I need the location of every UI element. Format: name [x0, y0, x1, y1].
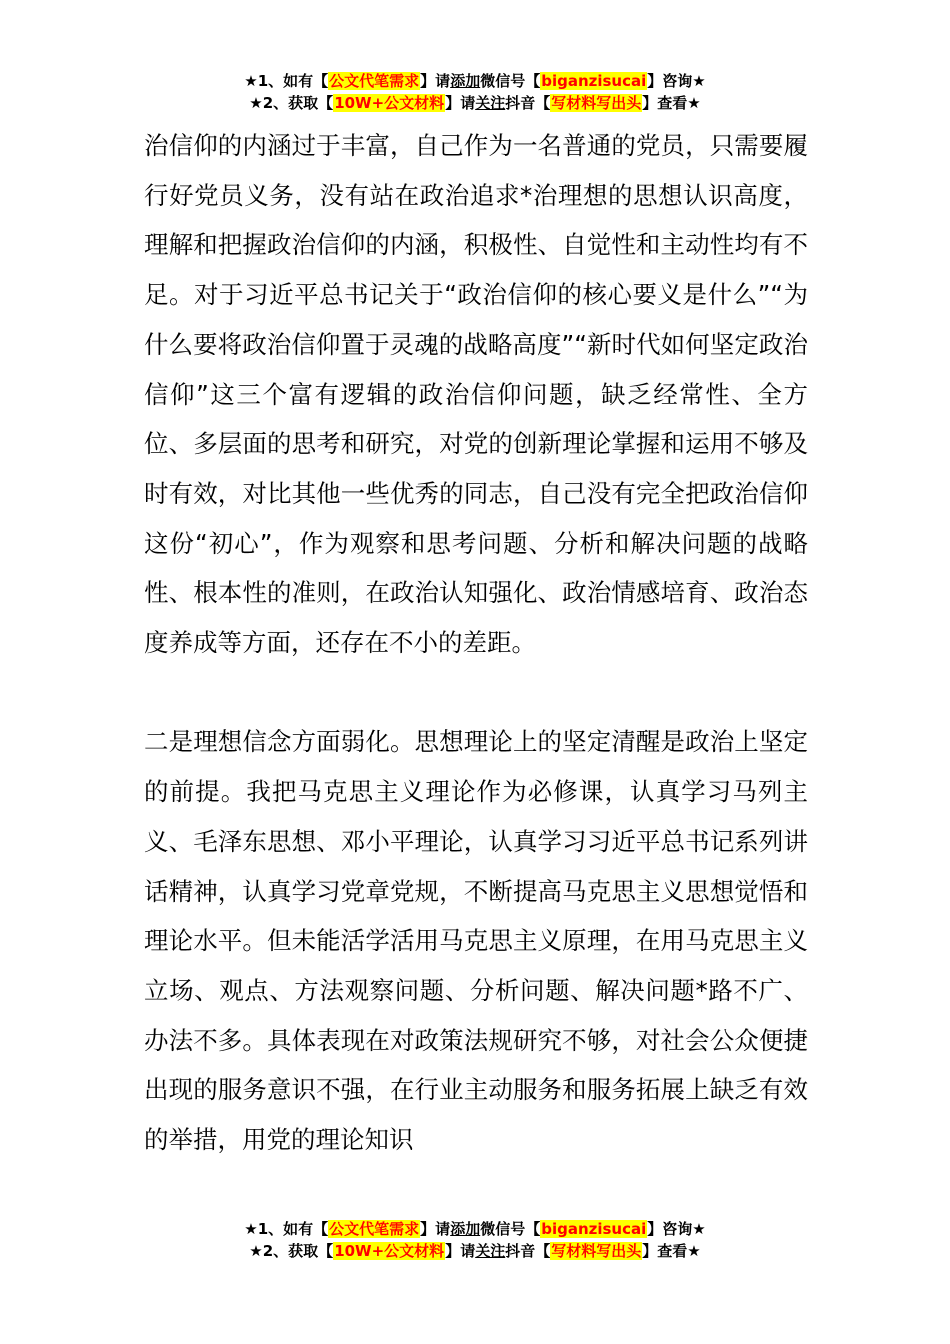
banner-line-1: ★1、如有【公文代笔需求】请添加微信号【biganzisucai】咨询★ [244, 72, 706, 90]
highlight-wechat-id: biganzisucai [541, 1220, 647, 1238]
banner-line-2: ★2、获取【10W+公文材料】请关注抖音【写材料写出头】查看★ [249, 94, 701, 112]
highlight-service: 公文代笔需求 [329, 1220, 420, 1238]
highlight-service: 公文代笔需求 [329, 72, 420, 90]
banner-line-1: ★1、如有【公文代笔需求】请添加微信号【biganzisucai】咨询★ [244, 1220, 706, 1238]
highlight-douyin-account: 写材料写出头 [551, 1242, 642, 1260]
footer-banner [0, 1218, 950, 1262]
paragraph-2: 二是理想信念方面弱化。思想理论上的坚定清醒是政治上坚定的前提。我把马克思主义理论作为必修课，认真学习马列主义、毛泽东思想、邓小平理论，认真学习习近平总书记系列讲话精神，认真学习党章党规，不断提高马克思主义思想觉悟和理论水平。但未能活学活用马克思主义原理，在用马克思主义立场、观点、方法观察问题、分析问题、解决问题*路不广、办法不多。具体表现在对政策法规研究不够，对社会公众便捷出现的服务意识不强，在行业主动服务和服务拓展上缺乏有效的举措，用党的理论知识 [144, 727, 808, 1155]
paragraph-1: 治信仰的内涵过于丰富，自己作为一名普通的党员，只需要履行好党员义务，没有站在政治追求*治理想的思想认识高度，理解和把握政治信仰的内涵，积极性、自觉性和主动性均有不足。对于习近平总书记关于“政治信仰的核心要义是什么”“为什么要将政治信仰置于灵魂的战略高度”“新时代如何坚定政治信仰”这三个富有逻辑的政治信仰问题，缺乏经常性、全方位、多层面的思考和研究，对党的创新理论掌握和运用不够及时有效，对比其他一些优秀的同志，自己没有完全把政治信仰这份“初心”，作为观察和思考问题、分析和解决问题的战略性、根本性的准则，在政治认知强化、政治情感培育、政治态度养成等方面，还存在不小的差距。 [144, 131, 808, 658]
document-body [144, 121, 808, 1165]
highlight-materials: 10W+公文材料 [334, 1242, 445, 1260]
highlight-materials: 10W+公文材料 [334, 94, 445, 112]
banner-line-2: ★2、获取【10W+公文材料】请关注抖音【写材料写出头】查看★ [249, 1242, 701, 1260]
highlight-douyin-account: 写材料写出头 [551, 94, 642, 112]
highlight-wechat-id: biganzisucai [541, 72, 647, 90]
header-banner [0, 70, 950, 114]
paragraph-gap [144, 668, 808, 718]
